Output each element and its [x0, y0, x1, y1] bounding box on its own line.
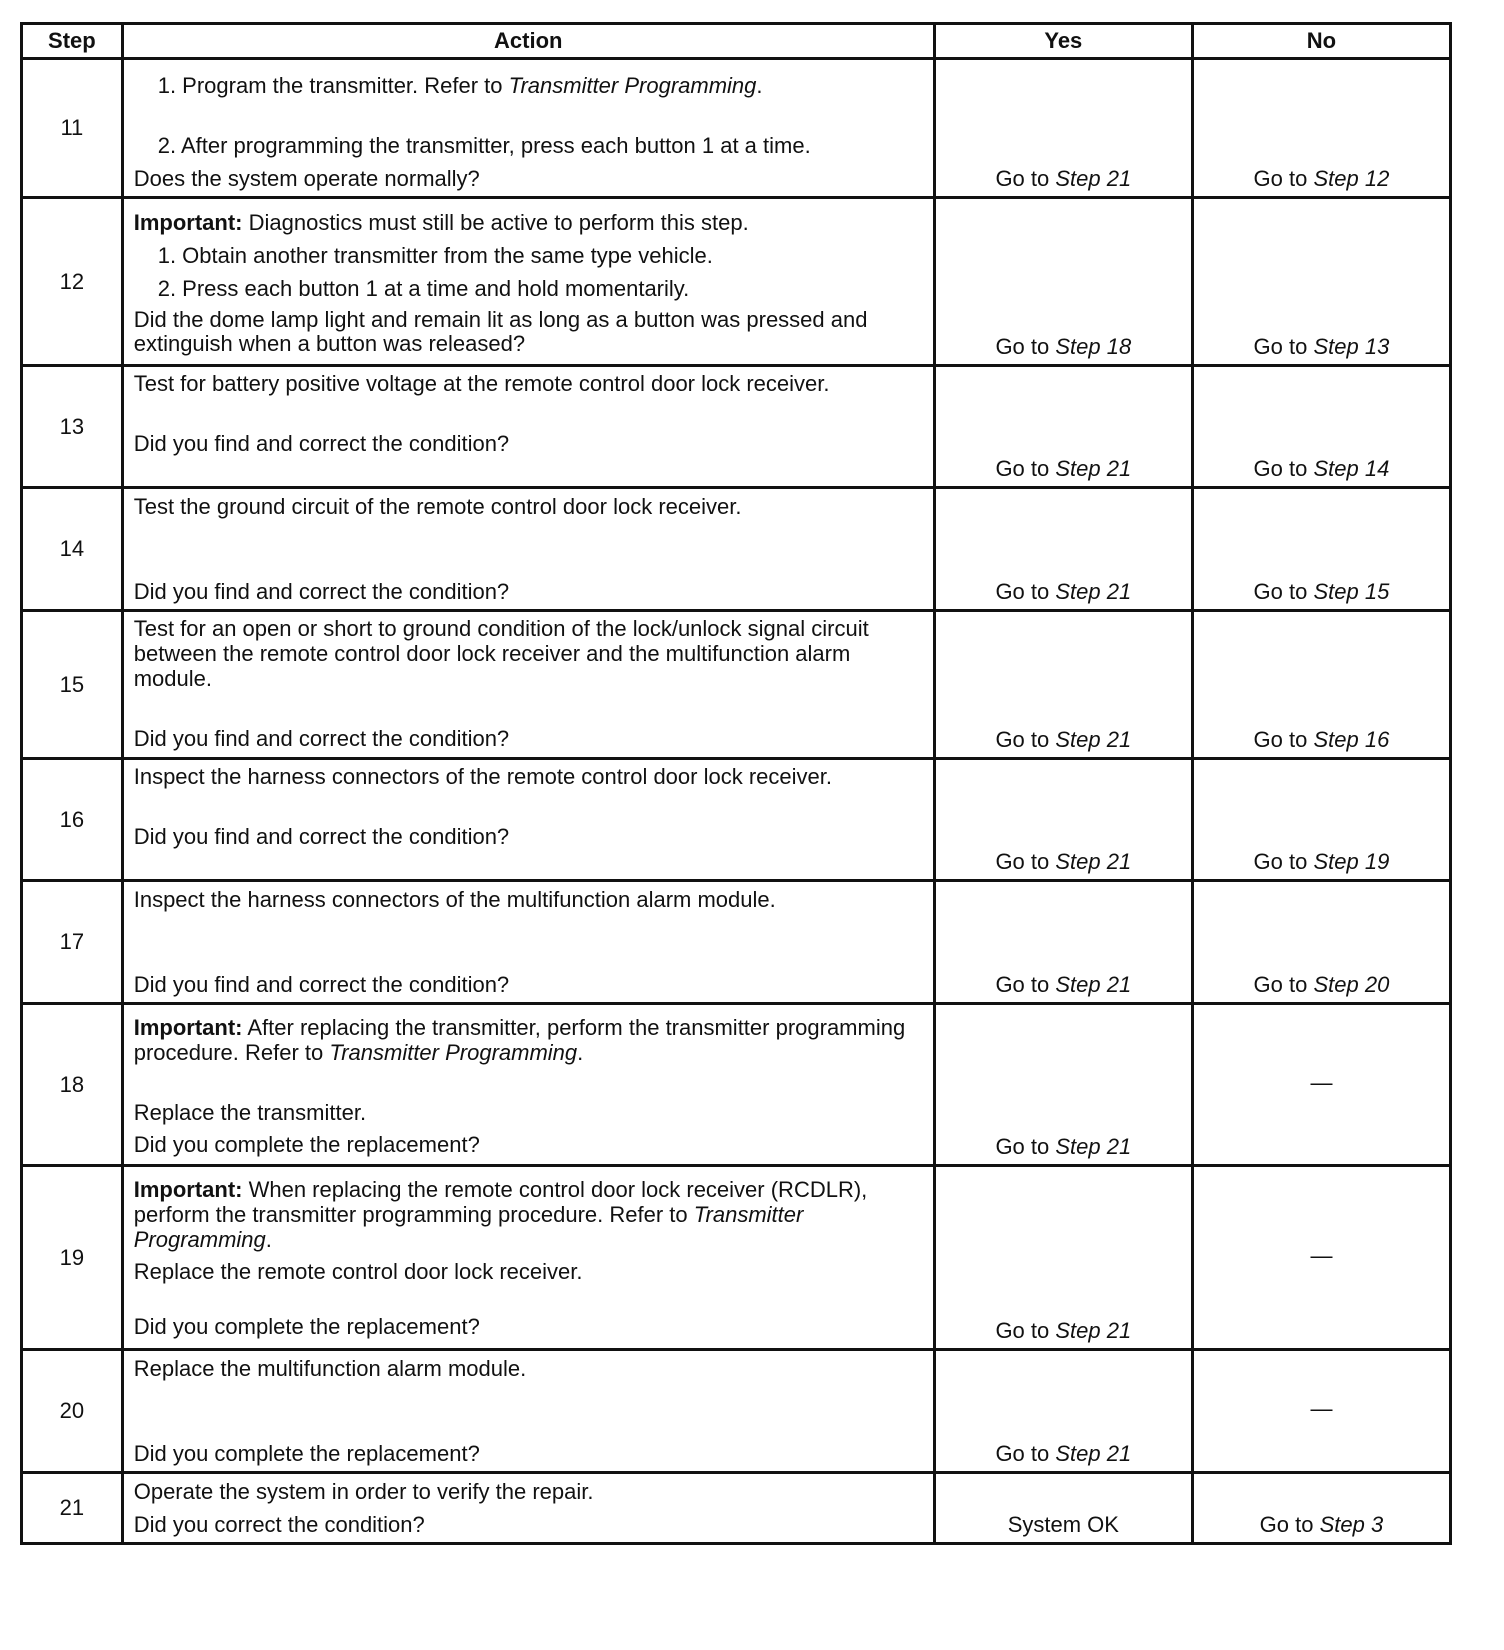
header-yes: Yes — [934, 24, 1192, 59]
action-text: Inspect the harness connectors of the remote control door lock receiver. — [133, 764, 832, 789]
action-text: Inspect the harness connectors of the multifunction alarm module. — [133, 887, 776, 912]
action-cell — [122, 488, 934, 611]
action-cell — [122, 611, 934, 759]
action-important: Important: Diagnostics must still be active to perform this step. — [133, 210, 749, 235]
yes-cell: Go to Step 21 — [934, 366, 1192, 488]
no-cell: Go to Step 12 — [1192, 59, 1450, 198]
no-cell: Go to Step 13 — [1192, 198, 1450, 366]
table-row — [22, 1473, 1451, 1544]
header-action: Action — [122, 24, 934, 59]
table-row — [22, 198, 1451, 366]
yes-cell: Go to Step 21 — [934, 1004, 1192, 1166]
header-no: No — [1192, 24, 1450, 59]
action-cell — [122, 1473, 934, 1544]
step-number: 20 — [22, 1350, 123, 1473]
action-question: Did you find and correct the condition? — [133, 579, 510, 604]
yes-cell: System OK — [934, 1473, 1192, 1544]
step-number: 18 — [22, 1004, 123, 1166]
table-row — [22, 759, 1451, 881]
table-row — [22, 881, 1451, 1004]
action-question: Did you complete the replacement? — [133, 1441, 480, 1466]
action-question: Did you find and correct the condition? — [133, 431, 510, 456]
action-text: Replace the transmitter. — [133, 1100, 367, 1125]
step-number: 14 — [22, 488, 123, 611]
yes-cell: Go to Step 18 — [934, 198, 1192, 366]
yes-cell: Go to Step 21 — [934, 59, 1192, 198]
action-question: Did you find and correct the condition? — [133, 726, 510, 751]
action-cell — [122, 59, 934, 198]
yes-cell: Go to Step 21 — [934, 611, 1192, 759]
no-cell: Go to Step 14 — [1192, 366, 1450, 488]
action-cell — [122, 1004, 934, 1166]
action-cell — [122, 198, 934, 366]
no-cell: — — [1192, 1166, 1450, 1350]
action-item: 2. After programming the transmitter, press each button 1 at a time. — [157, 133, 811, 158]
table-row — [22, 488, 1451, 611]
header-step: Step — [22, 24, 123, 59]
table-row — [22, 611, 1451, 759]
no-cell: Go to Step 19 — [1192, 759, 1450, 881]
yes-cell: Go to Step 21 — [934, 759, 1192, 881]
action-cell — [122, 881, 934, 1004]
action-cell — [122, 366, 934, 488]
action-text: Test for battery positive voltage at the remote control door lock receiver. — [133, 371, 830, 396]
action-text: Operate the system in order to verify the repair. — [133, 1479, 594, 1504]
action-item: 1. Program the transmitter. Refer to Transmitter Programming. — [157, 73, 763, 98]
diagnostic-table — [20, 22, 1452, 1545]
action-text: Test the ground circuit of the remote control door lock receiver. — [133, 494, 742, 519]
action-question: Did you find and correct the condition? — [133, 824, 510, 849]
action-cell — [122, 1166, 934, 1350]
step-number: 13 — [22, 366, 123, 488]
table-row — [22, 1350, 1451, 1473]
step-number: 21 — [22, 1473, 123, 1544]
step-number: 15 — [22, 611, 123, 759]
action-text: Replace the remote control door lock receiver. — [133, 1259, 583, 1284]
no-cell: — — [1192, 1004, 1450, 1166]
table-row — [22, 1004, 1451, 1166]
action-text: Test for an open or short to ground condition of the lock/unlock signal circuit between the remote control door lock receiver and the multifunction alarm module. — [133, 616, 869, 691]
table-row — [22, 59, 1451, 198]
action-important: Important: After replacing the transmitter, perform the transmitter programming procedure. Refer to Transmitter Programming. — [133, 1015, 906, 1065]
yes-cell: Go to Step 21 — [934, 1350, 1192, 1473]
action-question: Does the system operate normally? — [133, 166, 480, 191]
step-number: 12 — [22, 198, 123, 366]
step-number: 16 — [22, 759, 123, 881]
action-cell — [122, 759, 934, 881]
no-cell: Go to Step 15 — [1192, 488, 1450, 611]
yes-cell: Go to Step 21 — [934, 1166, 1192, 1350]
no-cell: Go to Step 3 — [1192, 1473, 1450, 1544]
step-number: 11 — [22, 59, 123, 198]
action-text: Replace the multifunction alarm module. — [133, 1356, 527, 1381]
step-number: 19 — [22, 1166, 123, 1350]
table-row — [22, 366, 1451, 488]
action-important: Important: When replacing the remote control door lock receiver (RCDLR), perform the transmitter programming procedure. Refer to Transmitter Programming. — [133, 1177, 868, 1252]
action-item: 1. Obtain another transmitter from the same type vehicle. — [157, 243, 713, 268]
no-cell: Go to Step 16 — [1192, 611, 1450, 759]
action-question: Did you correct the condition? — [133, 1512, 425, 1537]
yes-cell: Go to Step 21 — [934, 488, 1192, 611]
action-question: Did you complete the replacement? — [133, 1314, 480, 1339]
action-question: Did you find and correct the condition? — [133, 972, 510, 997]
action-question: Did you complete the replacement? — [133, 1132, 480, 1157]
table-row — [22, 1166, 1451, 1350]
no-cell: Go to Step 20 — [1192, 881, 1450, 1004]
step-number: 17 — [22, 881, 123, 1004]
action-item: 2. Press each button 1 at a time and hold momentarily. — [157, 276, 690, 301]
action-question: Did the dome lamp light and remain lit as long as a button was pressed and extinguish when a button was released? — [133, 307, 868, 356]
header-row — [22, 24, 1451, 59]
action-cell — [122, 1350, 934, 1473]
no-cell: — — [1192, 1350, 1450, 1473]
yes-cell: Go to Step 21 — [934, 881, 1192, 1004]
